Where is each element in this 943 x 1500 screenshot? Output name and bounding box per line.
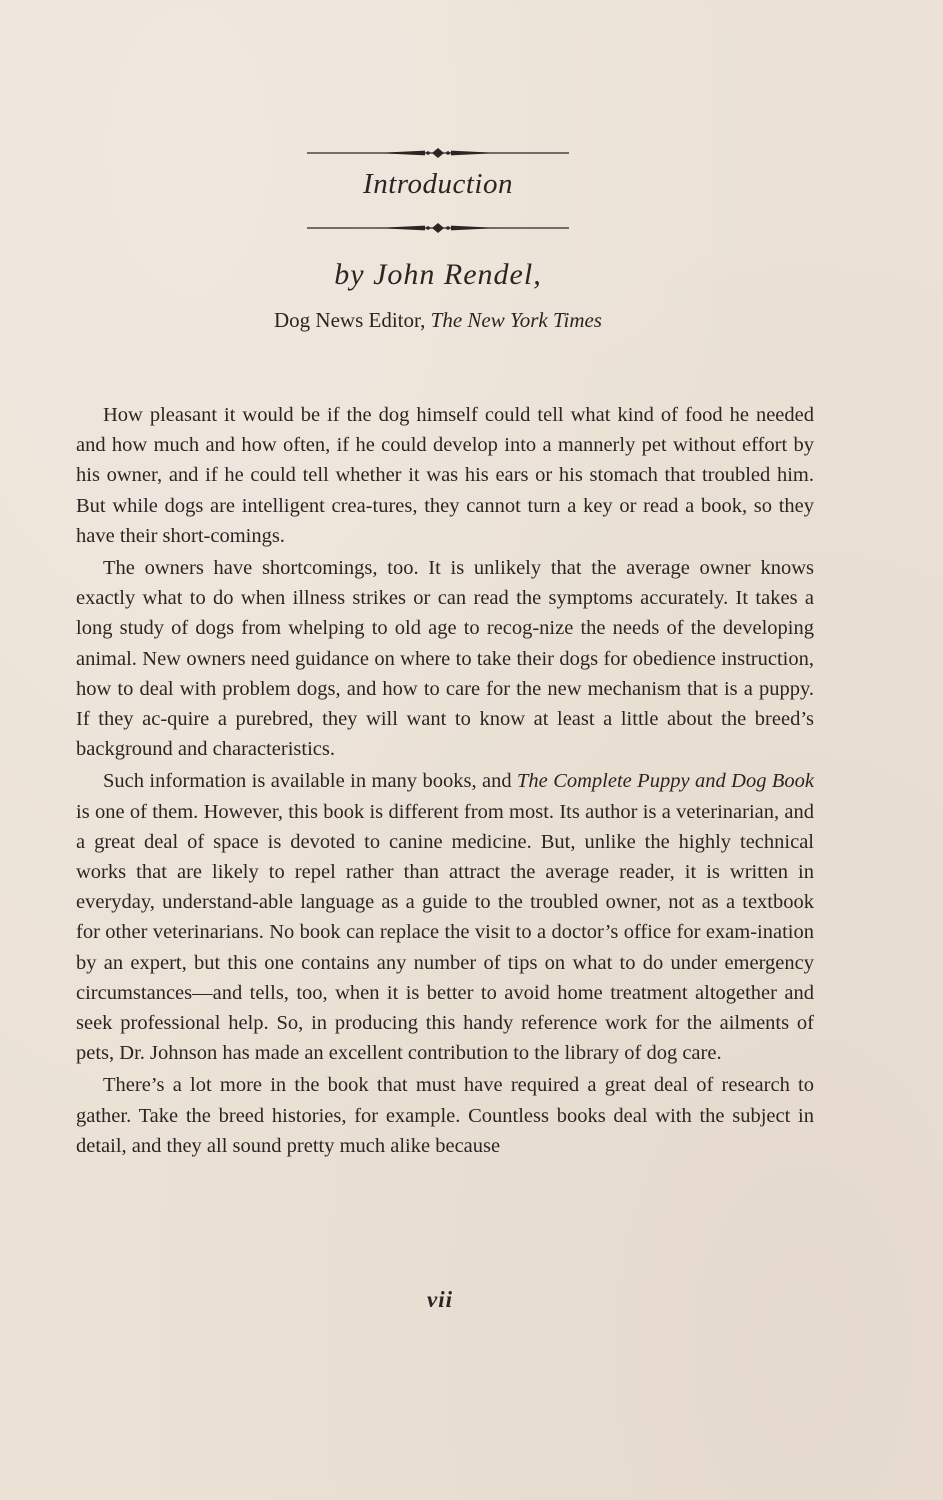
introduction-body bbox=[76, 400, 814, 1163]
author-affiliation bbox=[0, 308, 876, 333]
paragraph-2: The owners have shortcomings, too. It is unlikely that the average owner knows exactly what to do when illness strikes or can read the symptoms accurately. It takes a long study of dogs from whelping to old age to recog-nize the needs of the developing animal. New owners need guidance on where to take their dogs for obedience instruction, how to deal with problem dogs, and how to care for the new mechanism that is a puppy. If they ac-quire a purebred, they will want to know at least a little about the breed’s background and characteristics. bbox=[76, 557, 814, 761]
paragraph-3-lead: Such information is available in many books, and bbox=[103, 770, 518, 793]
ornament-rule-bottom bbox=[307, 222, 569, 234]
ornament-rule-top bbox=[307, 147, 569, 159]
affiliation-publication: The New York Times bbox=[430, 308, 602, 332]
paragraph-4: There’s a lot more in the book that must have required a great deal of research to gather. Take the breed histories, for example. Countless books deal with the subject in detail, and they all sound pretty much alike because bbox=[76, 1074, 814, 1157]
paragraph-3-rest: is one of them. However, this book is different from most. Its author is a veterinarian, and a great deal of space is devoted to canine medicine. But, unlike the highly technical works that are likely to repel rather than attract the average reader, it is written in everyday, understand-able language as a guide to the troubled owner, not as a textbook for other veterinarians. No book can replace the visit to a doctor’s office for exam-ination by an expert, but this one contains any number of tips on what to do under emergency circumstances—and tells, too, when it is better to avoid home treatment altogether and seek professional help. So, in producing this handy reference work for the ailments of pets, Dr. Johnson has made an excellent contribution to the library of dog care. bbox=[76, 800, 814, 1065]
paragraph-1: How pleasant it would be if the dog himself could tell what kind of food he needed and how much and how often, if he could develop into a mannerly pet without effort by his owner, and if he could tell whether it was his ears or his stomach that troubled him. But while dogs are intelligent crea-tures, they cannot turn a key or read a book, so they have their short-comings. bbox=[76, 404, 814, 547]
paragraph-3 bbox=[76, 766, 814, 1068]
affiliation-role: Dog News Editor, bbox=[274, 308, 431, 332]
book-title-reference: The Complete Puppy and Dog Book bbox=[517, 770, 814, 793]
page-number: vii bbox=[427, 1287, 453, 1312]
chapter-title: Introduction bbox=[363, 168, 513, 200]
author-byline: by John Rendel, bbox=[334, 258, 542, 291]
